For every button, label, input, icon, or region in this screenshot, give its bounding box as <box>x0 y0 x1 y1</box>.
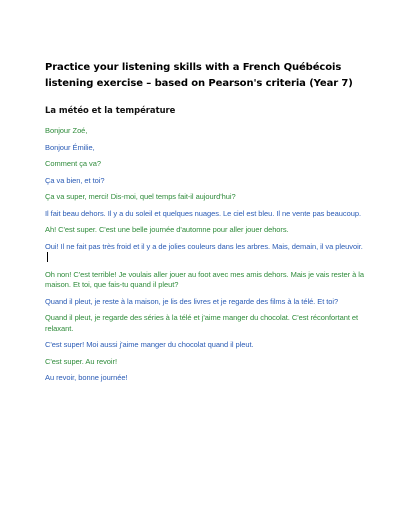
dialogue-lines <box>45 126 365 384</box>
dialogue-line: Quand il pleut, je regarde des séries à la télé et j'aime manger du chocolat. C'est réconfortant et relaxant. <box>45 313 359 333</box>
text-cursor <box>47 252 48 262</box>
dialogue-line: Bonjour Zoé, <box>45 126 88 135</box>
dialogue-line: Ça va bien, et toi? <box>45 175 105 185</box>
dialogue-line: Bonjour Émilie, <box>45 142 95 152</box>
dialogue-line: Oh non! C'est terrible! Je voulais aller jouer au foot avec mes amis dehors. Mais je vais rester à la maison. Et toi, que fais-tu quand il pleut? <box>45 269 365 289</box>
dialogue-line: Il fait beau dehors. Il y a du soleil et quelques nuages. Le ciel est bleu. Il ne vente pas beaucoup. <box>45 208 362 218</box>
dialogue-line: Au revoir, bonne journée! <box>45 373 128 382</box>
dialogue-line: Comment ça va? <box>45 159 101 168</box>
document-subtitle: La météo et la température <box>45 105 176 115</box>
dialogue-line: Oui! Il ne fait pas très froid et il y a de jolies couleurs dans les arbres. Mais, demain, il va pleuvoir. <box>45 242 365 264</box>
dialogue-line: Quand il pleut, je reste à la maison, je lis des livres et je regarde des films à la télé. Et toi? <box>45 296 339 306</box>
dialogue-line: C'est super! Moi aussi j'aime manger du chocolat quand il pleut. <box>45 340 254 349</box>
document-title: Practice your listening skills with a French Québécois listening exercise – based on Pearson's criteria (Year 7) <box>45 62 353 89</box>
dialogue-line: Ça va super, merci! Dis-moi, quel temps fait-il aujourd'hui? <box>45 192 236 201</box>
dialogue-line: Ah! C'est super. C'est une belle journée d'automne pour aller jouer dehors. <box>45 225 289 234</box>
dialogue-line: C'est super. Au revoir! <box>45 356 117 366</box>
document-page <box>45 60 365 390</box>
